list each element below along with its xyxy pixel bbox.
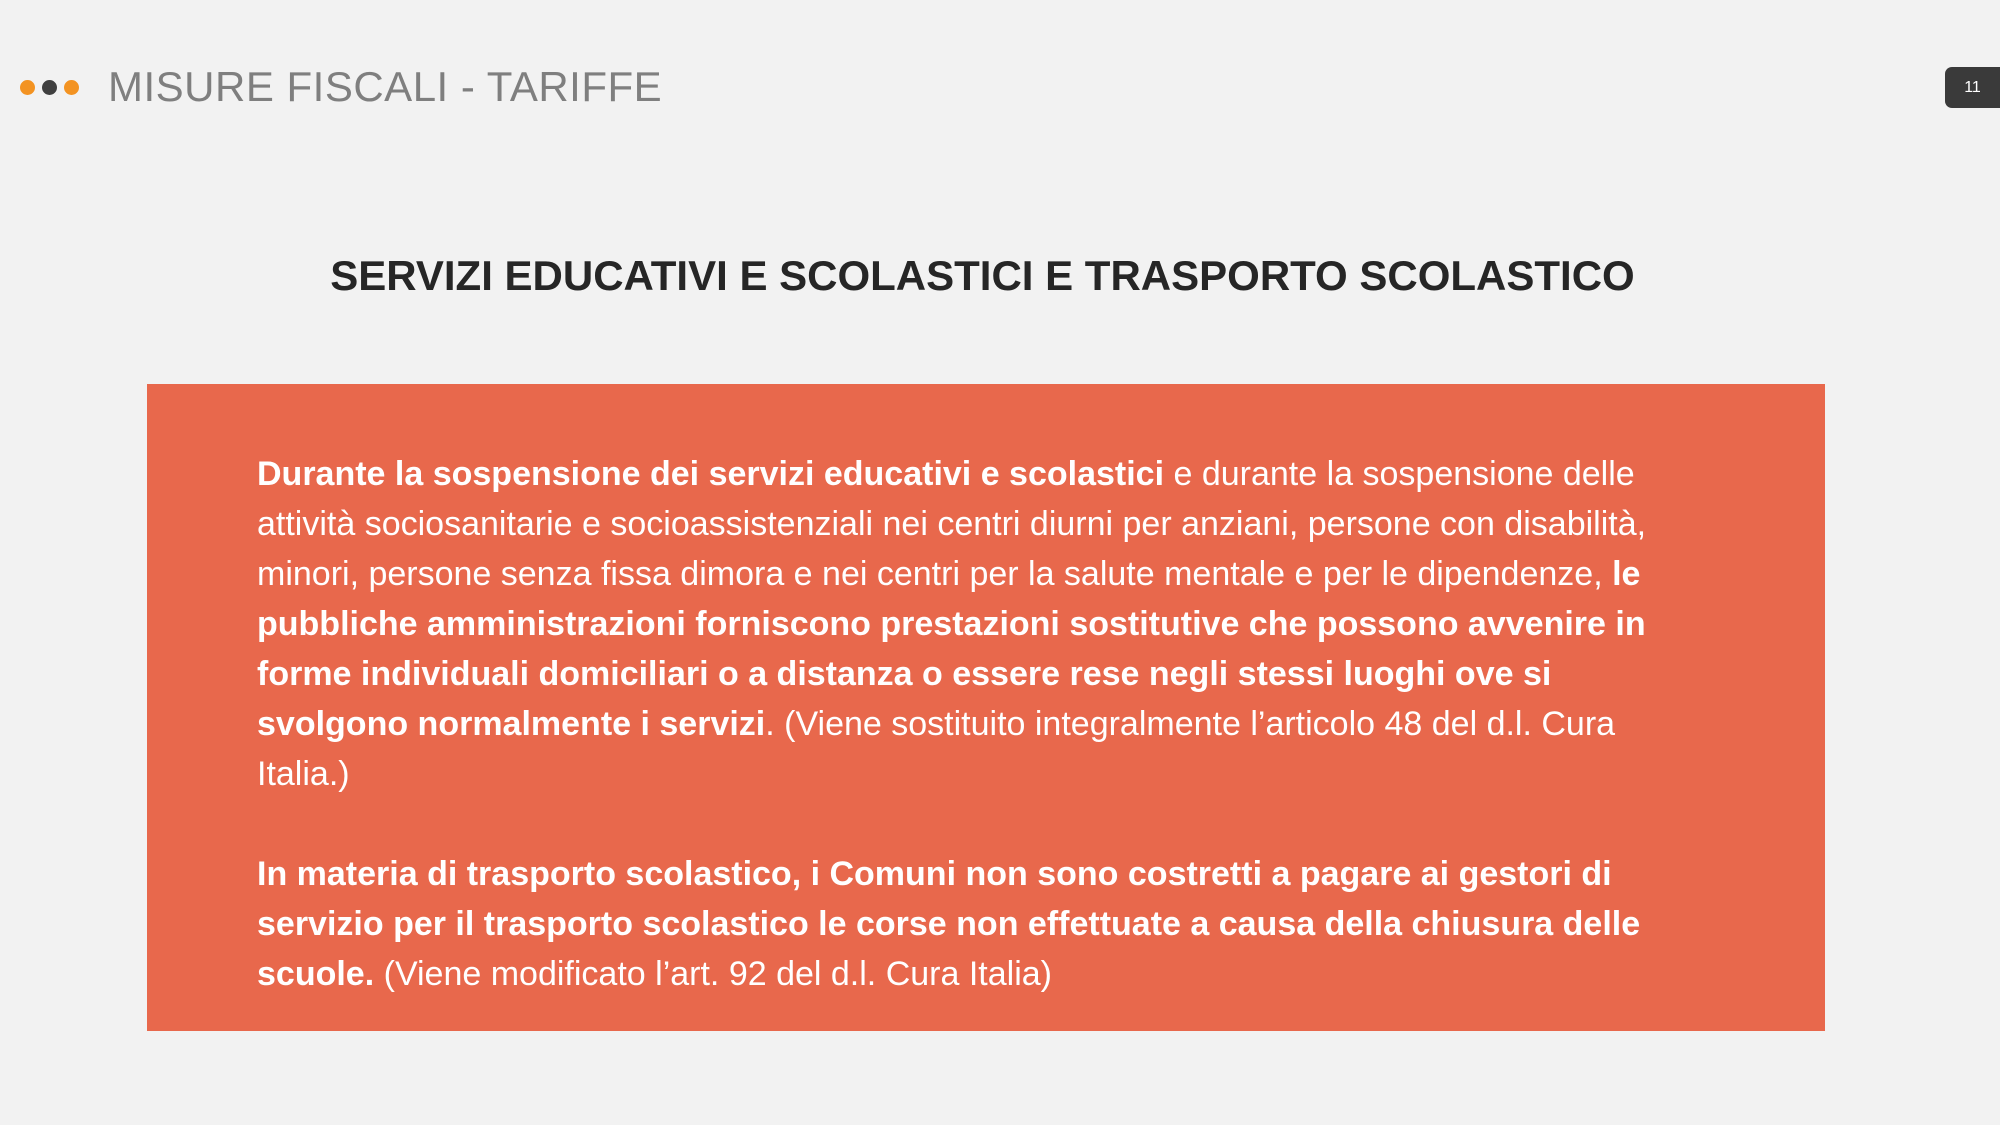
orange-dot-icon (20, 80, 35, 95)
section-title: MISURE FISCALI - TARIFFE (108, 63, 663, 110)
dark-dot-icon (42, 80, 57, 95)
paragraph1-bold-main: le pubbliche amministrazioni forniscono prestazioni sostitutive che possono avvenire in forme individuali domiciliari o a distanza o essere rese negli stessi luoghi ove si svolgono normalmente i servizi (257, 555, 1646, 743)
paragraph1-text-a: e durante la sospensione delle attività sociosanitarie e socioassistenziali nei centri diurni per anziani, persone con disabilità, minori, persone senza fissa dimora e nei centri per la salute mentale e per le dipendenze, (257, 455, 1647, 593)
header-dots-icon (20, 80, 86, 95)
content-box (147, 384, 1825, 1031)
content-text (257, 449, 1707, 999)
paragraph1-text-b: . (Viene sostituito integralmente l’articolo 48 del d.l. Cura Italia.) (257, 705, 1616, 793)
paragraph-educational-services (257, 449, 1707, 799)
page-number-badge: 11 (1945, 67, 2000, 108)
orange-dot-icon (64, 80, 79, 95)
slide-header (20, 58, 662, 116)
paragraph2-bold-main: In materia di trasporto scolastico, i Comuni non sono costretti a pagare ai gestori di servizio per il trasporto scolastico le corse non effettuate a causa della chiusura delle scuole. (257, 855, 1641, 993)
paragraph-school-transport (257, 849, 1707, 999)
slide-heading: SERVIZI EDUCATIVI E SCOLASTICI E TRASPORTO SCOLASTICO (330, 252, 1635, 299)
paragraph2-text-a: (Viene modificato l’art. 92 del d.l. Cura Italia) (374, 955, 1052, 993)
paragraph1-bold-intro: Durante la sospensione dei servizi educativi e scolastici (257, 455, 1165, 493)
